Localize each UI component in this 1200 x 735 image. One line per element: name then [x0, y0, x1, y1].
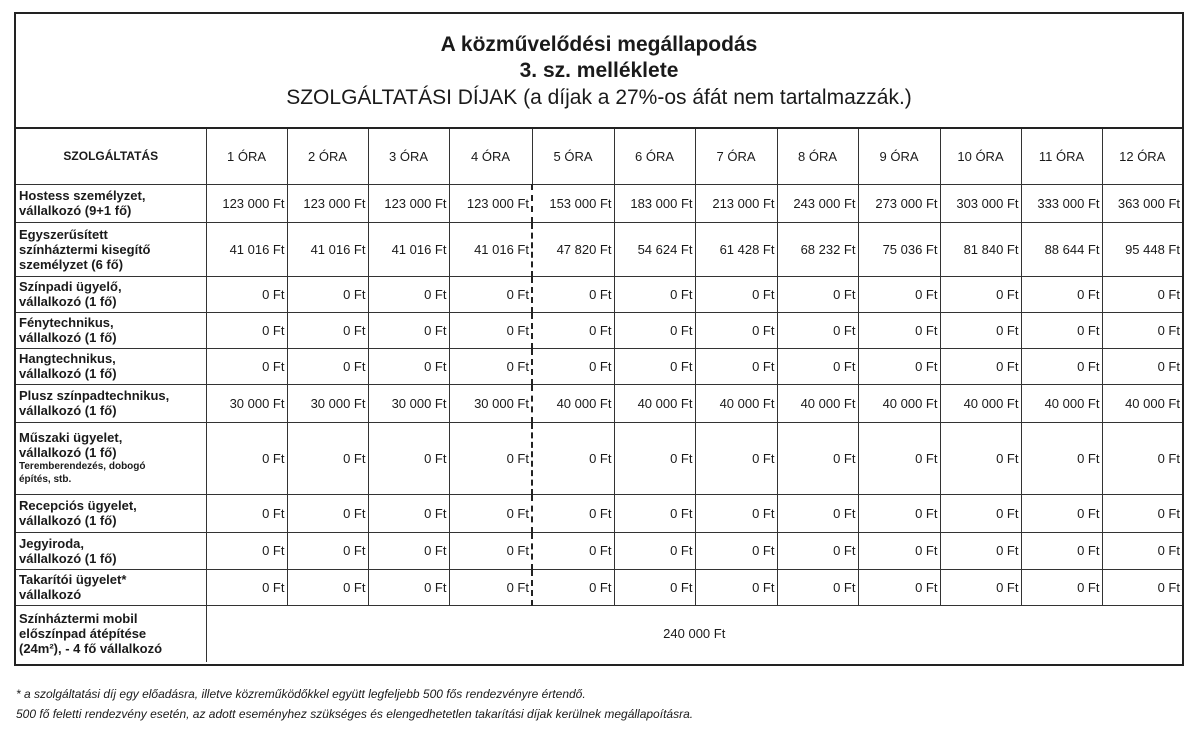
header-row — [16, 129, 1182, 184]
price-cell: 0 Ft — [449, 569, 532, 605]
price-cell: 0 Ft — [287, 348, 368, 384]
hour-column-header: 6 ÓRA — [614, 129, 695, 184]
price-cell: 0 Ft — [940, 569, 1021, 605]
price-cell: 0 Ft — [532, 276, 614, 312]
price-cell: 88 644 Ft — [1021, 222, 1102, 276]
service-name-cell — [16, 276, 206, 312]
service-name-cell — [16, 348, 206, 384]
price-cell: 40 000 Ft — [1102, 384, 1182, 422]
price-cell: 0 Ft — [777, 494, 858, 532]
hour-column-header: 4 ÓRA — [449, 129, 532, 184]
price-cell: 0 Ft — [449, 348, 532, 384]
price-cell: 0 Ft — [449, 494, 532, 532]
price-cell: 0 Ft — [368, 312, 449, 348]
price-cell: 0 Ft — [532, 569, 614, 605]
service-name-line: vállalkozó (1 fő) — [19, 330, 117, 345]
service-name-line: Egyszerűsített — [19, 226, 108, 242]
price-cell: 333 000 Ft — [1021, 184, 1102, 222]
hour-column-header: 7 ÓRA — [695, 129, 777, 184]
price-cell: 41 016 Ft — [206, 222, 287, 276]
price-cell: 0 Ft — [940, 312, 1021, 348]
service-name-line: (24m²), - 4 fő vállalkozó — [19, 641, 163, 657]
price-cell: 0 Ft — [206, 532, 287, 569]
price-cell: 0 Ft — [368, 569, 449, 605]
price-cell: 0 Ft — [1021, 422, 1102, 494]
price-cell: 0 Ft — [1021, 348, 1102, 384]
price-cell: 0 Ft — [532, 532, 614, 569]
price-cell: 0 Ft — [449, 532, 532, 569]
price-cell: 0 Ft — [206, 494, 287, 532]
price-cell: 0 Ft — [532, 312, 614, 348]
price-cell: 0 Ft — [858, 569, 940, 605]
price-cell: 303 000 Ft — [940, 184, 1021, 222]
price-cell: 0 Ft — [206, 276, 287, 312]
price-cell: 47 820 Ft — [532, 222, 614, 276]
hour-column-header: 3 ÓRA — [368, 129, 449, 184]
hour-column-header: 11 ÓRA — [1021, 129, 1102, 184]
price-cell: 40 000 Ft — [695, 384, 777, 422]
price-cell: 0 Ft — [777, 312, 858, 348]
title-line-3: SZOLGÁLTATÁSI DÍJAK (a díjak a 27%-os áfát nem tartalmazzák.) — [286, 86, 912, 109]
price-cell: 0 Ft — [449, 422, 532, 494]
table-row — [16, 276, 1182, 312]
document-header — [16, 14, 1182, 129]
price-cell: 0 Ft — [940, 276, 1021, 312]
price-cell: 0 Ft — [940, 494, 1021, 532]
service-name-line: vállalkozó (9+1 fő) — [19, 203, 132, 218]
hour-column-header: 8 ÓRA — [777, 129, 858, 184]
price-cell: 41 016 Ft — [287, 222, 368, 276]
price-cell: 0 Ft — [614, 348, 695, 384]
price-cell: 0 Ft — [777, 276, 858, 312]
price-cell: 0 Ft — [368, 276, 449, 312]
price-cell: 0 Ft — [532, 422, 614, 494]
price-cell: 0 Ft — [206, 348, 287, 384]
price-cell: 0 Ft — [449, 276, 532, 312]
price-cell: 183 000 Ft — [614, 184, 695, 222]
price-cell: 81 840 Ft — [940, 222, 1021, 276]
service-name-cell — [16, 605, 206, 662]
title-line-1: A közművelődési megállapodás — [440, 33, 758, 56]
price-cell: 0 Ft — [287, 276, 368, 312]
price-cell: 0 Ft — [940, 422, 1021, 494]
price-cell: 40 000 Ft — [1021, 384, 1102, 422]
service-name-line: vállalkozó (1 fő) — [19, 513, 117, 528]
hour-column-header: 12 ÓRA — [1102, 129, 1182, 184]
service-name-cell — [16, 222, 206, 276]
price-cell: 243 000 Ft — [777, 184, 858, 222]
price-cell: 0 Ft — [368, 422, 449, 494]
service-name-line: Színpadi ügyelő, — [19, 279, 122, 294]
price-cell: 40 000 Ft — [614, 384, 695, 422]
table-row — [16, 422, 1182, 494]
price-cell: 75 036 Ft — [858, 222, 940, 276]
price-cell: 95 448 Ft — [1102, 222, 1182, 276]
price-cell: 0 Ft — [206, 569, 287, 605]
price-cell: 0 Ft — [1102, 532, 1182, 569]
service-name-line: Hostess személyzet, — [19, 188, 146, 203]
price-cell: 0 Ft — [777, 422, 858, 494]
service-name-line: Takarítói ügyelet* — [19, 572, 127, 587]
price-cell: 0 Ft — [695, 494, 777, 532]
price-cell: 123 000 Ft — [449, 184, 532, 222]
price-cell: 213 000 Ft — [695, 184, 777, 222]
price-cell: 0 Ft — [858, 532, 940, 569]
price-cell: 30 000 Ft — [287, 384, 368, 422]
price-cell: 0 Ft — [1102, 312, 1182, 348]
price-cell: 0 Ft — [695, 422, 777, 494]
price-cell: 0 Ft — [1021, 276, 1102, 312]
table-row — [16, 494, 1182, 532]
service-name-line: Hangtechnikus, — [19, 351, 116, 366]
price-cell: 273 000 Ft — [858, 184, 940, 222]
price-cell: 123 000 Ft — [368, 184, 449, 222]
price-cell: 0 Ft — [614, 276, 695, 312]
price-cell: 0 Ft — [695, 569, 777, 605]
price-cell: 0 Ft — [695, 276, 777, 312]
price-cell: 40 000 Ft — [777, 384, 858, 422]
price-cell: 40 000 Ft — [858, 384, 940, 422]
price-cell: 0 Ft — [287, 569, 368, 605]
title-line-2: 3. sz. melléklete — [519, 59, 679, 82]
service-name-line: előszínpad átépítése — [19, 626, 147, 642]
price-cell: 0 Ft — [532, 494, 614, 532]
price-cell: 0 Ft — [1102, 348, 1182, 384]
price-cell: 0 Ft — [858, 276, 940, 312]
service-name-line: színháztermi kisegítő — [19, 241, 151, 257]
service-name-cell — [16, 422, 206, 494]
price-cell: 0 Ft — [695, 348, 777, 384]
service-name-cell — [16, 569, 206, 605]
table-row — [16, 532, 1182, 569]
service-name-line: vállalkozó (1 fő) — [19, 550, 117, 566]
service-name-line: Műszaki ügyelet, — [19, 430, 123, 445]
price-cell: 0 Ft — [777, 348, 858, 384]
price-cell: 0 Ft — [287, 494, 368, 532]
merged-price-cell: 240 000 Ft — [206, 605, 1182, 662]
service-note-line: Teremberendezés, dobogó — [19, 461, 146, 472]
hour-column-header: 1 ÓRA — [206, 129, 287, 184]
table-row — [16, 384, 1182, 422]
price-cell: 0 Ft — [1021, 494, 1102, 532]
table-row — [16, 312, 1182, 348]
service-name-line: Fénytechnikus, — [19, 315, 114, 330]
price-cell: 0 Ft — [1102, 494, 1182, 532]
table-row — [16, 222, 1182, 276]
price-cell: 30 000 Ft — [206, 384, 287, 422]
table-row — [16, 348, 1182, 384]
service-name-cell — [16, 384, 206, 422]
footnote-line-1: * a szolgáltatási díj egy előadásra, illetve közreműködőkkel együtt legfeljebb 500 fős rendezvényre értendő. — [16, 687, 586, 701]
price-cell: 68 232 Ft — [777, 222, 858, 276]
price-cell: 123 000 Ft — [287, 184, 368, 222]
price-cell: 0 Ft — [777, 569, 858, 605]
table-row — [16, 569, 1182, 605]
price-cell: 40 000 Ft — [532, 384, 614, 422]
service-name-line: vállalkozó (1 fő) — [19, 445, 117, 460]
service-name-line: vállalkozó (1 fő) — [19, 366, 117, 381]
hour-column-header: 10 ÓRA — [940, 129, 1021, 184]
footnote — [16, 684, 693, 724]
price-cell: 61 428 Ft — [695, 222, 777, 276]
price-cell: 40 000 Ft — [940, 384, 1021, 422]
service-name-cell — [16, 494, 206, 532]
price-cell: 41 016 Ft — [368, 222, 449, 276]
price-cell: 0 Ft — [1102, 569, 1182, 605]
price-cell: 0 Ft — [614, 494, 695, 532]
price-cell: 0 Ft — [614, 312, 695, 348]
service-name-line: vállalkozó — [19, 587, 82, 602]
price-cell: 0 Ft — [695, 532, 777, 569]
fee-table — [16, 129, 1182, 662]
service-name-line: Jegyiroda, — [19, 535, 85, 551]
price-cell: 0 Ft — [777, 532, 858, 569]
price-cell: 0 Ft — [614, 569, 695, 605]
price-cell: 0 Ft — [206, 422, 287, 494]
price-cell: 0 Ft — [1021, 532, 1102, 569]
price-cell: 0 Ft — [1021, 569, 1102, 605]
price-cell: 153 000 Ft — [532, 184, 614, 222]
price-cell: 0 Ft — [940, 348, 1021, 384]
price-cell: 0 Ft — [368, 494, 449, 532]
price-cell: 0 Ft — [287, 312, 368, 348]
price-cell: 0 Ft — [940, 532, 1021, 569]
price-cell: 0 Ft — [206, 312, 287, 348]
price-cell: 123 000 Ft — [206, 184, 287, 222]
price-cell: 0 Ft — [1102, 276, 1182, 312]
price-cell: 0 Ft — [858, 348, 940, 384]
service-name-line: Recepciós ügyelet, — [19, 498, 137, 513]
price-cell: 0 Ft — [368, 532, 449, 569]
price-cell: 0 Ft — [614, 532, 695, 569]
service-name-line: Plusz színpadtechnikus, — [19, 388, 170, 403]
footnote-line-2: 500 fő feletti rendezvény esetén, az adott eseményhez szükséges és elengedhetetlen takarítási díjak kerülnek megállapoításra. — [16, 707, 694, 721]
service-name-cell — [16, 184, 206, 222]
service-name-line: vállalkozó (1 fő) — [19, 294, 117, 309]
price-cell: 0 Ft — [614, 422, 695, 494]
price-cell: 54 624 Ft — [614, 222, 695, 276]
price-cell: 363 000 Ft — [1102, 184, 1182, 222]
price-cell: 0 Ft — [287, 422, 368, 494]
service-name-line: személyzet (6 fő) — [19, 256, 124, 272]
table-row — [16, 184, 1182, 222]
price-cell: 0 Ft — [858, 422, 940, 494]
hour-column-header: 9 ÓRA — [858, 129, 940, 184]
price-cell: 0 Ft — [368, 348, 449, 384]
service-name-cell — [16, 312, 206, 348]
document-sheet — [14, 12, 1184, 666]
price-cell: 0 Ft — [449, 312, 532, 348]
service-name-cell — [16, 532, 206, 569]
price-cell: 0 Ft — [532, 348, 614, 384]
service-name-line: Színháztermi mobil — [19, 611, 138, 627]
price-cell: 41 016 Ft — [449, 222, 532, 276]
price-cell: 0 Ft — [858, 312, 940, 348]
price-cell: 0 Ft — [287, 532, 368, 569]
price-cell: 0 Ft — [858, 494, 940, 532]
service-column-header: SZOLGÁLTATÁS — [16, 129, 206, 184]
price-cell: 0 Ft — [695, 312, 777, 348]
service-name-line: vállalkozó (1 fő) — [19, 403, 117, 418]
price-cell: 0 Ft — [1102, 422, 1182, 494]
service-note-line: építés, stb. — [19, 474, 72, 485]
price-cell: 30 000 Ft — [449, 384, 532, 422]
hour-column-header: 5 ÓRA — [532, 129, 614, 184]
price-cell: 30 000 Ft — [368, 384, 449, 422]
hour-column-header: 2 ÓRA — [287, 129, 368, 184]
price-cell: 0 Ft — [1021, 312, 1102, 348]
table-row-stage — [16, 605, 1182, 662]
